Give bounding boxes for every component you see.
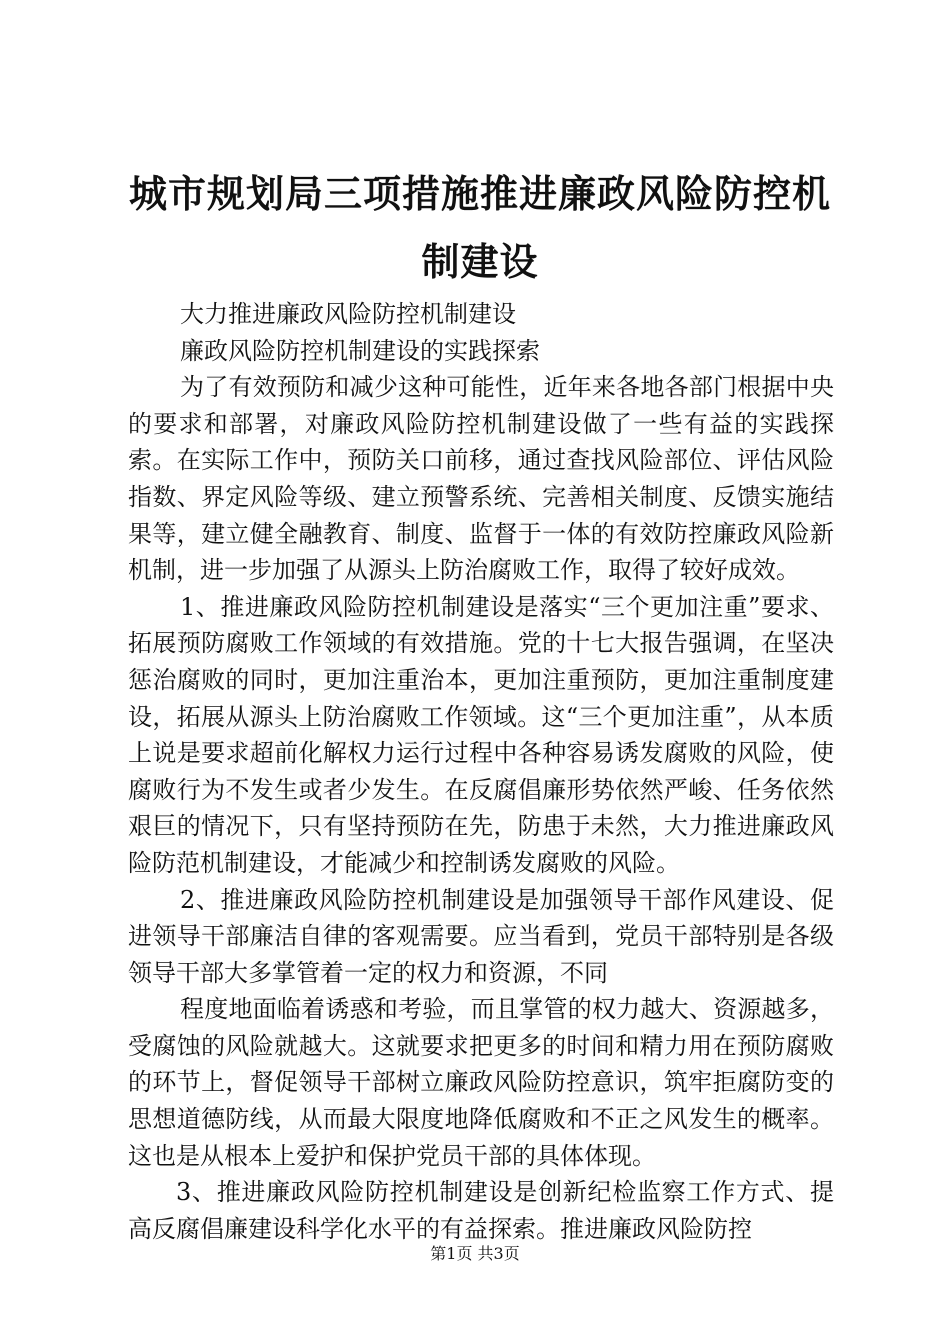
paragraph-point-1: 1、推进廉政风险防控机制建设是落实“三个更加注重”要求、拓展预防腐败工作领域的有效措施。党的十七大报告强调，在坚决惩治腐败的同时，更加注重治本，更加注重预防，更加注重制度建设，拓展从源头上防治腐败工作领域。这“三个更加注重”，从本质上说是要求超前化解权力运行过程中各种容易诱发腐败的风险，使腐败行为不发生或者少发生。在反腐倡廉形势依然严峻、任务依然艰巨的情况下，只有坚持预防在先，防患于未然，大力推进廉政风险防范机制建设，才能减少和控制诱发腐败的风险。 — [128, 592, 834, 877]
paragraph-point-2-continued: 程度地面临着诱惑和考验，而且掌管的权力越大、资源越多，受腐蚀的风险就越大。这就要求把更多的时间和精力用在预防腐败的环节上，督促领导干部树立廉政风险防控意识，筑牢拒腐防变的思想道德防线，从而最大限度地降低腐败和不正之风发生的概率。这也是从根本上爱护和保护党员干部的具体体现。 — [128, 995, 834, 1170]
paragraph-subtitle-1: 大力推进廉政风险防控机制建设 — [180, 300, 516, 328]
document-title: 城市规划局三项措施推进廉政风险防控机制建设 — [128, 171, 831, 284]
paragraph-point-2: 2、推进廉政风险防控机制建设是加强领导干部作风建设、促进领导干部廉洁自律的客观需要。应当看到，党员干部特别是各级领导干部大多掌管着一定的权力和资源，不同 — [128, 885, 834, 987]
paragraph-subtitle-2: 廉政风险防控机制建设的实践探索 — [180, 336, 540, 365]
page-footer: 第1页 共3页 — [430, 1244, 520, 1263]
paragraph-point-3: 3、推进廉政风险防控机制建设是创新纪检监察工作方式、提高反腐倡廉建设科学化水平的有益探索。推进廉政风险防控 — [128, 1178, 834, 1243]
paragraph-intro: 为了有效预防和减少这种可能性，近年来各地各部门根据中央的要求和部署，对廉政风险防控机制建设做了一些有益的实践探索。在实际工作中，预防关口前移，通过查找风险部位、评估风险指数、界定风险等级、建立预警系统、完善相关制度、反馈实施结果等，建立健全融教育、制度、监督于一体的有效防控廉政风险新机制，进一步加强了从源头上防治腐败工作，取得了较好成效。 — [128, 373, 834, 585]
document-body — [128, 296, 834, 1247]
